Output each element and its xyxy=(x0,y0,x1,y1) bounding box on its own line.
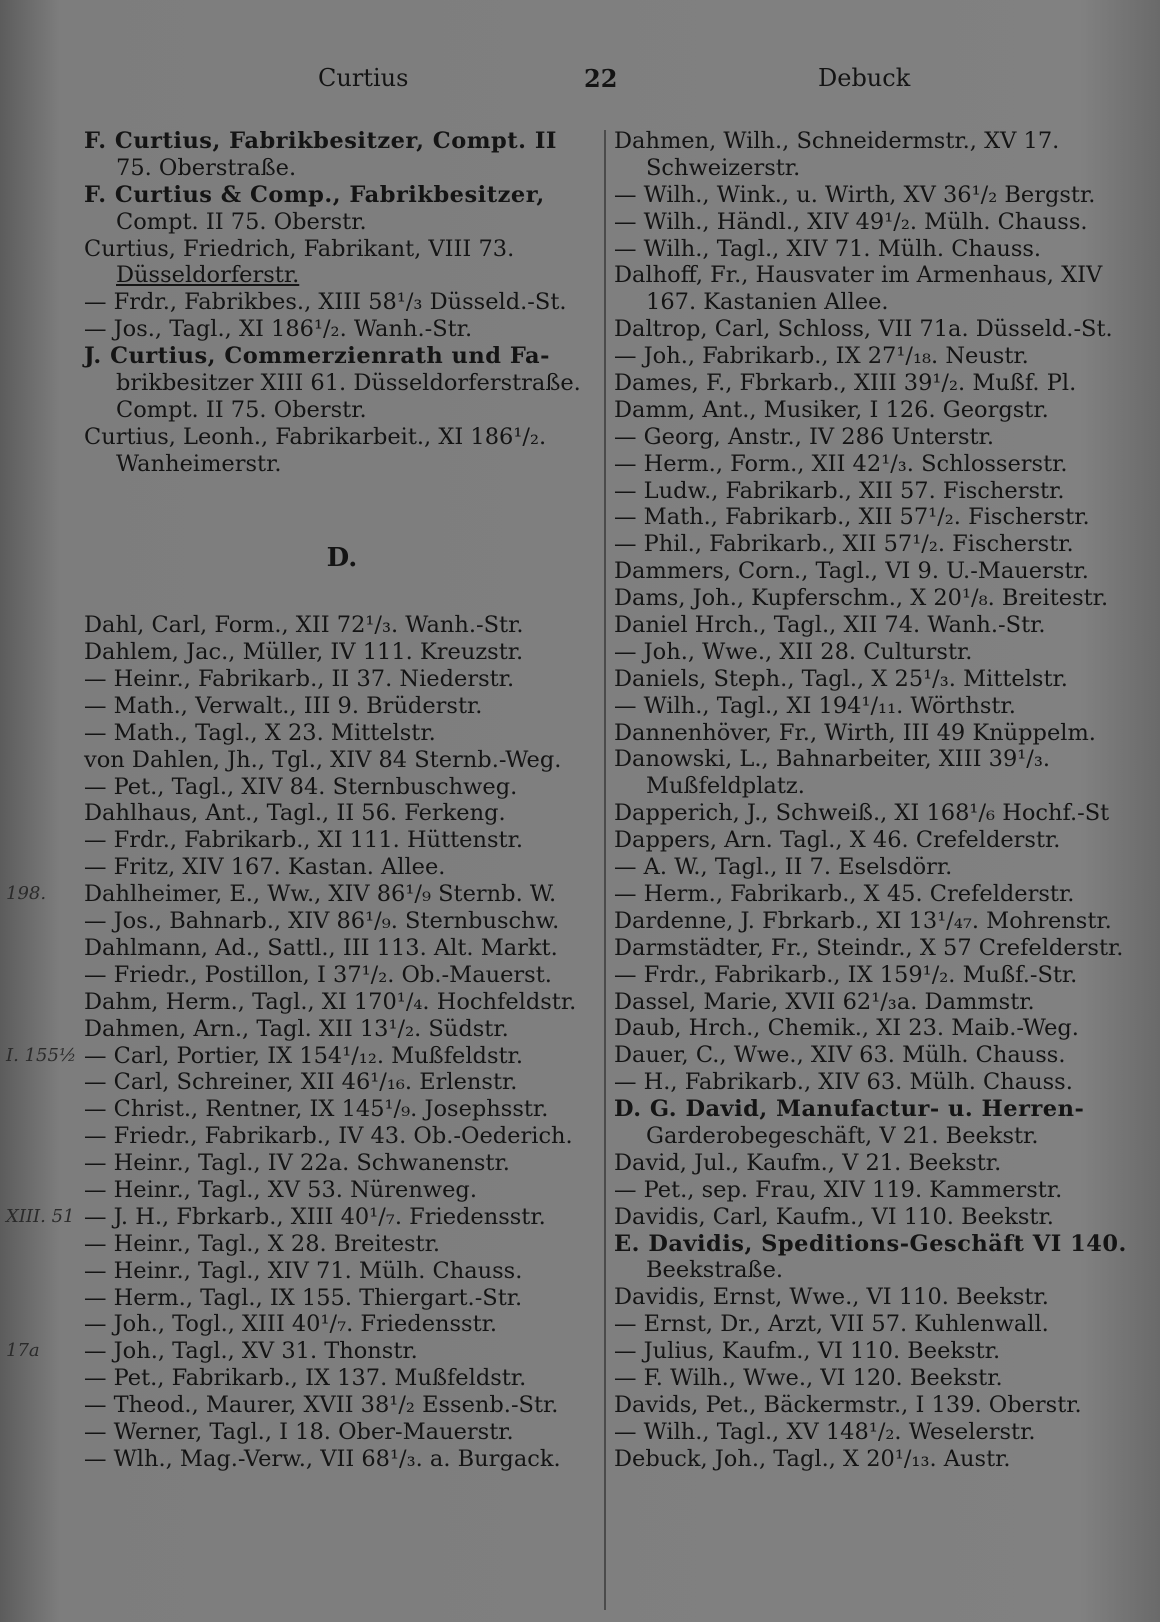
directory-entry: Dappers, Arn. Tagl., X 46. Crefelderstr. xyxy=(614,827,1061,854)
directory-entry: Daniel Hrch., Tagl., XII 74. Wanh.-Str. xyxy=(614,612,1046,639)
directory-entry: J. Curtius, Commerzienrath und Fa- xyxy=(84,343,550,370)
directory-entry: Daniels, Steph., Tagl., X 25¹/₃. Mittelstr. xyxy=(614,665,1068,692)
directory-entry: — Jos., Bahnarb., XIV 86¹/₉. Sternbuschw. xyxy=(84,908,560,935)
directory-entry: — Joh., Wwe., XII 28. Culturstr. xyxy=(614,638,973,665)
entry-continuation: 167. Kastanien Allee. xyxy=(646,289,889,316)
directory-entry: — Carl, Portier, IX 154¹/₁₂. Mußfeldstr. xyxy=(84,1042,523,1069)
entry-continuation: Garderobegeschäft, V 21. Beekstr. xyxy=(646,1122,1039,1149)
directory-entry: — Ludw., Fabrikarb., XII 57. Fischerstr. xyxy=(614,477,1065,504)
section-heading: D. xyxy=(326,543,358,574)
directory-entry: F. Curtius & Comp., Fabrikbesitzer, xyxy=(84,181,545,208)
directory-entry: — Joh., Fabrikarb., IX 27¹/₁₈. Neustr. xyxy=(614,343,1029,370)
directory-entry: — Georg, Anstr., IV 286 Unterstr. xyxy=(614,423,994,450)
header-right-keyword: Debuck xyxy=(818,64,911,92)
directory-entry: Dalhoff, Fr., Hausvater im Armenhaus, XIV xyxy=(614,262,1103,289)
entry-continuation: brikbesitzer XIII 61. Düsseldorferstraße. xyxy=(116,370,581,397)
directory-entry: Dahm, Herm., Tagl., XI 170¹/₄. Hochfeldstr. xyxy=(84,988,577,1015)
entry-continuation: Mußfeldplatz. xyxy=(646,773,805,800)
directory-entry: Dammers, Corn., Tagl., VI 9. U.-Mauerstr. xyxy=(614,558,1089,585)
directory-entry: — Joh., Tagl., XV 31. Thonstr. xyxy=(84,1338,418,1365)
directory-entry: Dames, F., Fbrkarb., XIII 39¹/₂. Mußf. Pl. xyxy=(614,370,1077,397)
directory-entry: — Pet., Tagl., XIV 84. Sternbuschweg. xyxy=(84,773,518,800)
directory-entry: — Heinr., Tagl., XIV 71. Mülh. Chauss. xyxy=(84,1257,523,1284)
blank-line xyxy=(84,504,600,531)
directory-entry: — Math., Tagl., X 23. Mittelstr. xyxy=(84,719,436,746)
directory-entry: — Heinr., Tagl., XV 53. Nürenweg. xyxy=(84,1176,477,1203)
page-number: 22 xyxy=(584,64,618,93)
directory-entry: Daub, Hrch., Chemik., XI 23. Maib.-Weg. xyxy=(614,1015,1079,1042)
directory-entry: Dahlem, Jac., Müller, IV 111. Kreuzstr. xyxy=(84,639,524,666)
entry-continuation: Wanheimerstr. xyxy=(116,450,282,477)
margin-note: I. 155½ xyxy=(6,1045,77,1066)
directory-entry: — Wilh., Tagl., XIV 71. Mülh. Chauss. xyxy=(614,235,1042,262)
entry-continuation: Düsseldorferstr. xyxy=(116,262,300,289)
entry-continuation: Compt. II 75. Oberstr. xyxy=(116,208,367,235)
directory-entry: Darmstädter, Fr., Steindr., X 57 Crefelderstr. xyxy=(614,934,1124,961)
directory-entry: — Pet., Fabrikarb., IX 137. Mußfeldstr. xyxy=(84,1365,527,1392)
left-column xyxy=(84,128,600,1473)
directory-entry: Dassel, Marie, XVII 62¹/₃a. Dammstr. xyxy=(614,988,1035,1015)
directory-entry: — F. Wilh., Wwe., VI 120. Beekstr. xyxy=(614,1364,1003,1391)
directory-entry: — Julius, Kaufm., VI 110. Beekstr. xyxy=(614,1338,1001,1365)
directory-entry: — Heinr., Fabrikarb., II 37. Niederstr. xyxy=(84,666,515,693)
margin-note: 198. xyxy=(6,883,47,904)
directory-entry: Dauer, C., Wwe., XIV 63. Mülh. Chauss. xyxy=(614,1042,1066,1069)
directory-entry: Dahmen, Wilh., Schneidermstr., XV 17. xyxy=(614,128,1060,154)
directory-entry: E. Davidis, Speditions-Geschäft VI 140. xyxy=(614,1230,1127,1257)
directory-entry: von Dahlen, Jh., Tgl., XIV 84 Sternb.-Weg. xyxy=(84,746,562,773)
directory-entry: — Herm., Fabrikarb., X 45. Crefelderstr. xyxy=(614,880,1075,907)
directory-entry: — Frdr., Fabrikarb., XI 111. Hüttenstr. xyxy=(84,827,524,854)
directory-entry: — Heinr., Tagl., IV 22a. Schwanenstr. xyxy=(84,1150,510,1177)
directory-entry: — Herm., Form., XII 42¹/₃. Schlosserstr. xyxy=(614,450,1068,477)
directory-entry: — Friedr., Fabrikarb., IV 43. Ob.-Oederich. xyxy=(84,1123,573,1150)
right-column xyxy=(614,128,1134,1473)
directory-entry: — Wilh., Tagl., XI 194¹/₁₁. Wörthstr. xyxy=(614,692,1016,719)
directory-entry: Debuck, Joh., Tagl., X 20¹/₁₃. Austr. xyxy=(614,1445,1011,1472)
directory-entry: Davids, Pet., Bäckermstr., I 139. Oberstr. xyxy=(614,1391,1082,1418)
directory-entry: — H., Fabrikarb., XIV 63. Mülh. Chauss. xyxy=(614,1069,1073,1096)
entry-continuation: 75. Oberstraße. xyxy=(116,154,297,181)
directory-entry: — Ernst, Dr., Arzt, VII 57. Kuhlenwall. xyxy=(614,1311,1049,1338)
blank-line xyxy=(84,585,600,612)
directory-entry: — Math., Verwalt., III 9. Brüderstr. xyxy=(84,692,483,719)
directory-entry: Dahmen, Arn., Tagl. XII 13¹/₂. Südstr. xyxy=(84,1015,509,1042)
directory-entry: Dahlheimer, E., Ww., XIV 86¹/₉ Sternb. W. xyxy=(84,881,557,908)
directory-entry: — Werner, Tagl., I 18. Ober-Mauerstr. xyxy=(84,1418,514,1445)
directory-entry: — Frdr., Fabrikbes., XIII 58¹/₃ Düsseld.-St. xyxy=(84,289,567,316)
directory-entry: Danowski, L., Bahnarbeiter, XIII 39¹/₃. xyxy=(614,746,1051,773)
directory-entry: Curtius, Friedrich, Fabrikant, VIII 73. xyxy=(84,235,515,262)
directory-entry: — Herm., Tagl., IX 155. Thiergart.-Str. xyxy=(84,1284,523,1311)
directory-entry: — J. H., Fbrkarb., XIII 40¹/₇. Friedensstr. xyxy=(84,1203,546,1230)
directory-entry: Dahlmann, Ad., Sattl., III 113. Alt. Markt. xyxy=(84,934,558,961)
entry-continuation: Compt. II 75. Oberstr. xyxy=(116,396,367,423)
directory-entry: Davidis, Ernst, Wwe., VI 110. Beekstr. xyxy=(614,1284,1049,1311)
directory-entry: Davidis, Carl, Kaufm., VI 110. Beekstr. xyxy=(614,1203,1054,1230)
directory-entry: — Christ., Rentner, IX 145¹/₉. Josephsstr. xyxy=(84,1096,549,1123)
directory-entry: — Pet., sep. Frau, XIV 119. Kammerstr. xyxy=(614,1176,1063,1203)
directory-entry: — Wilh., Tagl., XV 148¹/₂. Weselerstr. xyxy=(614,1418,1036,1445)
blank-line xyxy=(84,478,600,505)
directory-entry: — Theod., Maurer, XVII 38¹/₂ Essenb.-Str. xyxy=(84,1392,559,1419)
margin-note: XIII. 51 xyxy=(6,1206,75,1227)
directory-entry: — Phil., Fabrikarb., XII 57¹/₂. Fischerstr. xyxy=(614,531,1074,558)
directory-entry: — Frdr., Fabrikarb., IX 159¹/₂. Mußf.-Str. xyxy=(614,961,1078,988)
directory-entry: D. G. David, Manufactur- u. Herren- xyxy=(614,1096,1085,1123)
directory-entry: — Wlh., Mag.-Verw., VII 68¹/₃. a. Burgack. xyxy=(84,1445,561,1472)
directory-entry: Dahl, Carl, Form., XII 72¹/₃. Wanh.-Str. xyxy=(84,612,524,639)
page-header xyxy=(0,64,1160,104)
header-left-keyword: Curtius xyxy=(318,64,409,92)
directory-entry: F. Curtius, Fabrikbesitzer, Compt. II xyxy=(84,128,557,154)
directory-entry: Curtius, Leonh., Fabrikarbeit., XI 186¹/₂. xyxy=(84,423,547,450)
entry-continuation: Beekstraße. xyxy=(646,1257,784,1284)
entry-continuation: Schweizerstr. xyxy=(646,154,801,181)
directory-entry: Dapperich, J., Schweiß., XI 168¹/₆ Hochf.-St xyxy=(614,800,1110,827)
directory-entry: — Jos., Tagl., XI 186¹/₂. Wanh.-Str. xyxy=(84,316,473,343)
directory-entry: — Heinr., Tagl., X 28. Breitestr. xyxy=(84,1230,441,1257)
directory-entry: — Math., Fabrikarb., XII 57¹/₂. Fischerstr. xyxy=(614,504,1090,531)
directory-entry: — Wilh., Händl., XIV 49¹/₂. Mülh. Chauss. xyxy=(614,208,1088,235)
directory-entry: David, Jul., Kaufm., V 21. Beekstr. xyxy=(614,1149,1002,1176)
directory-entry: Dardenne, J. Fbrkarb., XI 13¹/₄₇. Mohrenstr. xyxy=(614,907,1112,934)
directory-entry: Dams, Joh., Kupferschm., X 20¹/₈. Breitestr. xyxy=(614,585,1109,612)
margin-note: 17a xyxy=(6,1340,40,1361)
directory-entry: Dannenhöver, Fr., Wirth, III 49 Knüppelm. xyxy=(614,719,1096,746)
directory-entry: Damm, Ant., Musiker, I 126. Georgstr. xyxy=(614,396,1049,423)
directory-entry: Dahlhaus, Ant., Tagl., II 56. Ferkeng. xyxy=(84,800,506,827)
directory-entry: — Wilh., Wink., u. Wirth, XV 36¹/₂ Bergstr. xyxy=(614,181,1096,208)
directory-entry: — Friedr., Postillon, I 37¹/₂. Ob.-Mauerst. xyxy=(84,961,552,988)
directory-entry: Daltrop, Carl, Schloss, VII 71a. Düsseld.-St. xyxy=(614,316,1113,343)
directory-entry: — A. W., Tagl., II 7. Eselsdörr. xyxy=(614,854,953,881)
directory-entry: — Carl, Schreiner, XII 46¹/₁₆. Erlenstr. xyxy=(84,1069,518,1096)
directory-entry: — Fritz, XIV 167. Kastan. Allee. xyxy=(84,854,446,881)
directory-entry: — Joh., Togl., XIII 40¹/₇. Friedensstr. xyxy=(84,1311,498,1338)
column-divider xyxy=(604,130,606,1610)
